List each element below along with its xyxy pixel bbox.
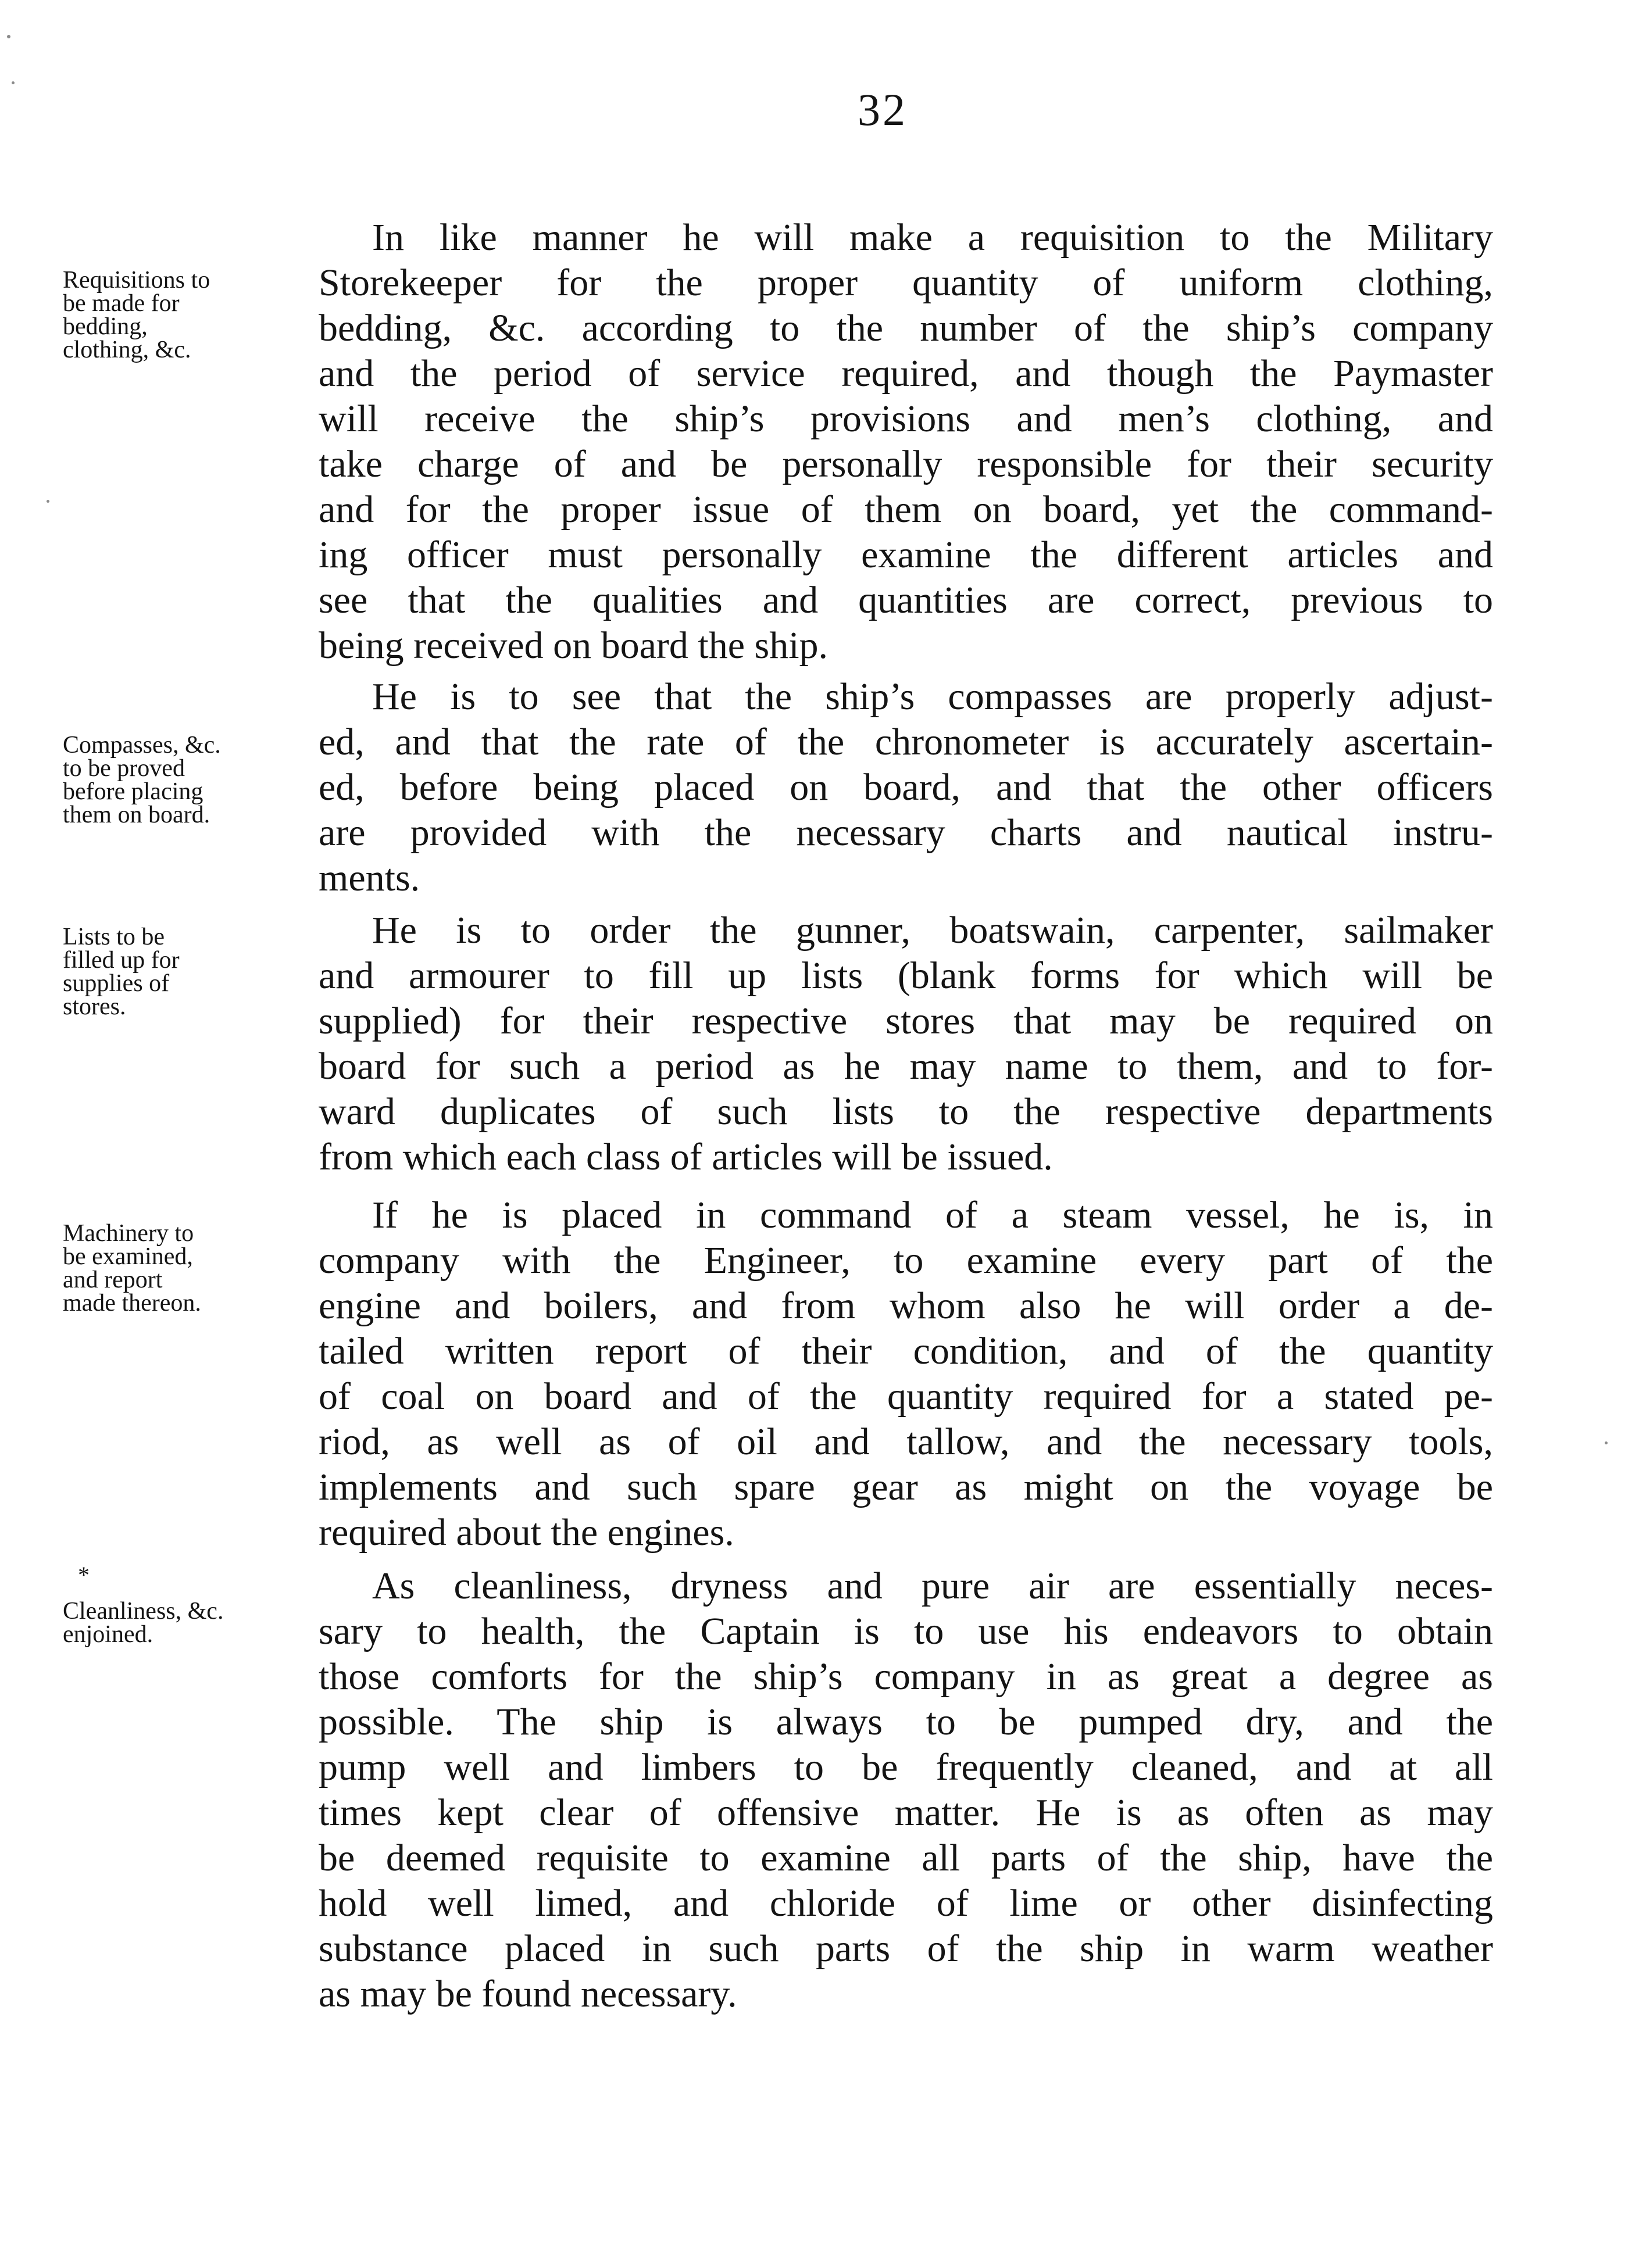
side-note-line: enjoined. [63, 1621, 153, 1648]
text-line: ed, and that the rate of the chronometer is accurately ascertain- [319, 721, 1493, 763]
scan-speck [1605, 1441, 1608, 1444]
side-note-line: filled up for [63, 947, 180, 974]
text-line: will receive the ship’s provisions and men’s clothing, and [319, 398, 1493, 440]
side-note-line: Compasses, &c. [63, 732, 221, 759]
text-line: ments. [319, 857, 420, 899]
text-line: sary to health, the Captain is to use his endeavors to obtain [319, 1610, 1493, 1652]
side-note-line: made thereon. [63, 1290, 201, 1317]
text-line: and for the proper issue of them on board, yet the command- [319, 488, 1493, 531]
text-line: He is to see that the ship’s compasses are properly adjust- [372, 675, 1493, 718]
side-note-line: supplies of [63, 970, 170, 997]
text-line: pump well and limbers to be frequently cleaned, and at all [319, 1746, 1493, 1788]
text-line: see that the qualities and quantities are correct, previous to [319, 579, 1493, 621]
side-note-line: Lists to be [63, 924, 165, 950]
text-line: and the period of service required, and though the Paymaster [319, 352, 1493, 395]
margin-mark: * [78, 1562, 90, 1588]
side-note-line: Requisitions to [63, 267, 210, 294]
text-line: as may be found necessary. [319, 1973, 737, 2015]
side-note-line: them on board. [63, 802, 210, 828]
text-line: He is to order the gunner, boatswain, carpenter, sailmaker [372, 909, 1493, 951]
text-line: engine and boilers, and from whom also he will order a de- [319, 1285, 1493, 1327]
side-note-line: to be proved [63, 755, 185, 782]
text-line: company with the Engineer, to examine every part of the [319, 1239, 1493, 1282]
side-note-line: Machinery to [63, 1220, 194, 1247]
scan-speck [12, 81, 15, 84]
side-note-line: be examined, [63, 1243, 193, 1270]
page-number: 32 [858, 84, 908, 135]
text-line: bedding, &c. according to the number of the ship’s company [319, 307, 1493, 349]
text-line: from which each class of articles will be issued. [319, 1136, 1053, 1178]
side-note-line: and report [63, 1267, 163, 1293]
side-note-line: stores. [63, 993, 126, 1020]
side-note-line: be made for [63, 290, 180, 317]
text-line: In like manner he will make a requisition to the Military [372, 216, 1493, 259]
text-line: board for such a period as he may name to them, and to for- [319, 1045, 1493, 1088]
side-note-line: bedding, [63, 313, 148, 340]
text-line: ing officer must personally examine the different articles and [319, 534, 1493, 576]
text-line: times kept clear of offensive matter. He is as often as may [319, 1791, 1493, 1834]
text-line: ed, before being placed on board, and that the other officers [319, 766, 1493, 809]
text-line: If he is placed in command of a steam vessel, he is, in [372, 1194, 1493, 1236]
text-line: Storekeeper for the proper quantity of uniform clothing, [319, 262, 1493, 304]
text-line: As cleanliness, dryness and pure air are essentially neces- [372, 1565, 1493, 1607]
text-line: and armourer to fill up lists (blank forms for which will be [319, 954, 1493, 997]
scan-speck [7, 35, 10, 38]
text-line: hold well limed, and chloride of lime or other disinfecting [319, 1882, 1493, 1924]
text-line: riod, as well as of oil and tallow, and the necessary tools, [319, 1421, 1493, 1463]
text-line: being received on board the ship. [319, 624, 829, 667]
text-line: those comforts for the ship’s company in as great a degree as [319, 1655, 1493, 1698]
text-line: of coal on board and of the quantity required for a stated pe- [319, 1375, 1493, 1418]
text-line: substance placed in such parts of the ship in warm weather [319, 1927, 1493, 1970]
side-note-line: before placing [63, 778, 203, 805]
text-line: supplied) for their respective stores that may be required on [319, 1000, 1493, 1042]
text-line: tailed written report of their condition, and of the quantity [319, 1330, 1493, 1372]
text-line: take charge of and be personally responsible for their security [319, 443, 1493, 485]
text-line: ward duplicates of such lists to the respective departments [319, 1090, 1493, 1133]
text-line: be deemed requisite to examine all parts of the ship, have the [319, 1837, 1493, 1879]
text-line: possible. The ship is always to be pumped dry, and the [319, 1701, 1493, 1743]
scan-speck [47, 500, 49, 503]
side-note-line: Cleanliness, &c. [63, 1598, 224, 1625]
text-line: implements and such spare gear as might on the voyage be [319, 1466, 1493, 1508]
text-line: required about the engines. [319, 1511, 734, 1554]
side-note-line: clothing, &c. [63, 337, 191, 363]
text-line: are provided with the necessary charts and nautical instru- [319, 811, 1493, 854]
